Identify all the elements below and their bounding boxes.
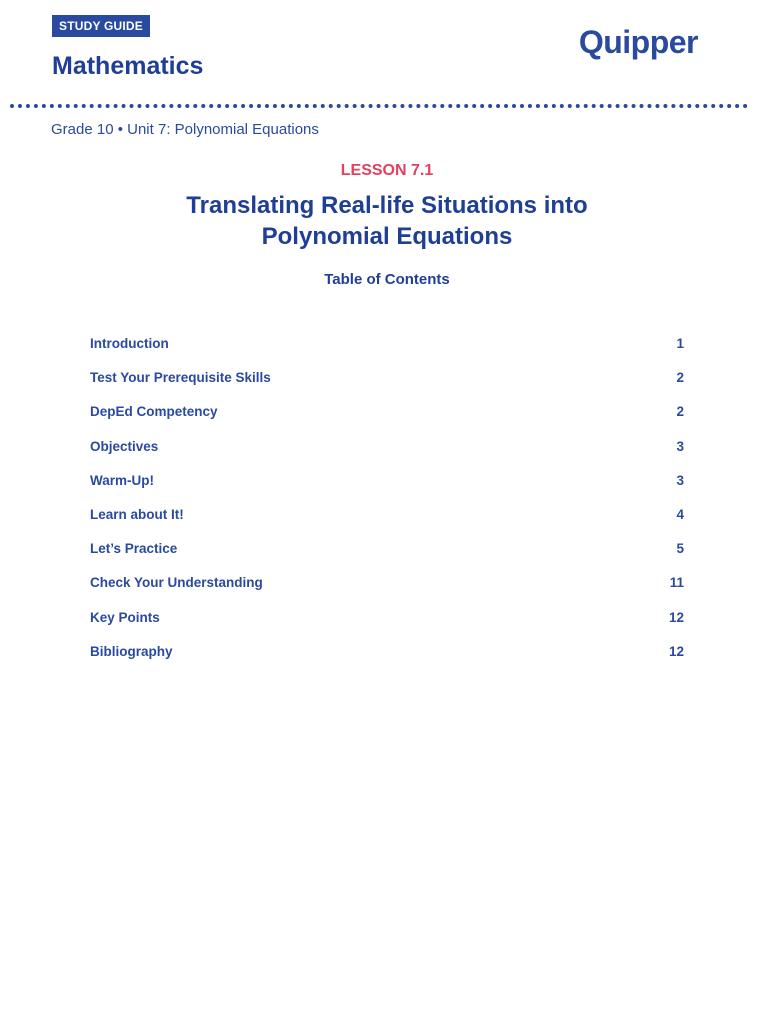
toc-row-lets-practice[interactable] bbox=[90, 539, 684, 573]
toc-row-introduction[interactable] bbox=[90, 334, 684, 368]
toc-item-page: 3 bbox=[676, 472, 684, 488]
toc-item-page: 5 bbox=[676, 541, 684, 557]
toc-item-page: 12 bbox=[668, 643, 684, 659]
toc-item-label: Warm-Up! bbox=[90, 472, 154, 488]
toc-item-label: Key Points bbox=[90, 609, 160, 625]
quipper-logo: Quipper bbox=[578, 24, 698, 60]
toc-item-label: Check Your Understanding bbox=[90, 575, 263, 591]
toc-item-label: Introduction bbox=[90, 336, 169, 351]
lesson-title-line-2: Polynomial Equations bbox=[261, 223, 513, 250]
toc-row-key-points[interactable] bbox=[90, 608, 684, 642]
toc-row-deped-competency[interactable] bbox=[90, 402, 684, 436]
study-guide-badge: STUDY GUIDE bbox=[52, 15, 150, 37]
toc-heading: Table of Contents bbox=[324, 271, 450, 288]
toc-item-page: 11 bbox=[669, 575, 684, 591]
toc-row-warm-up[interactable] bbox=[90, 471, 684, 505]
toc-row-prerequisite-skills[interactable] bbox=[90, 368, 684, 402]
toc-item-label: Bibliography bbox=[90, 643, 173, 659]
toc-row-check-understanding[interactable] bbox=[90, 573, 684, 607]
lesson-title-line-1: Translating Real-life Situations into bbox=[186, 192, 588, 219]
toc-item-page: 12 bbox=[668, 609, 684, 625]
table-of-contents bbox=[90, 334, 684, 676]
toc-row-objectives[interactable] bbox=[90, 437, 684, 471]
toc-item-page: 1 bbox=[676, 336, 684, 351]
lesson-label: LESSON 7.1 bbox=[340, 162, 434, 179]
toc-item-page: 4 bbox=[676, 506, 684, 522]
toc-item-label: Objectives bbox=[90, 438, 159, 454]
toc-item-label: Test Your Prerequisite Skills bbox=[90, 370, 271, 386]
dotted-divider bbox=[10, 104, 748, 108]
toc-item-label: Learn about It! bbox=[90, 506, 184, 522]
toc-item-page: 2 bbox=[676, 370, 684, 386]
lesson-title bbox=[0, 190, 768, 252]
toc-row-bibliography[interactable] bbox=[90, 642, 684, 676]
toc-item-label: DepEd Competency bbox=[90, 404, 218, 420]
toc-row-learn-about-it[interactable] bbox=[90, 505, 684, 539]
toc-item-label: Let’s Practice bbox=[90, 541, 178, 557]
subject-title: Mathematics bbox=[52, 52, 204, 80]
breadcrumb: Grade 10 • Unit 7: Polynomial Equations bbox=[51, 121, 319, 138]
toc-item-page: 3 bbox=[676, 438, 684, 454]
toc-item-page: 2 bbox=[676, 404, 684, 420]
